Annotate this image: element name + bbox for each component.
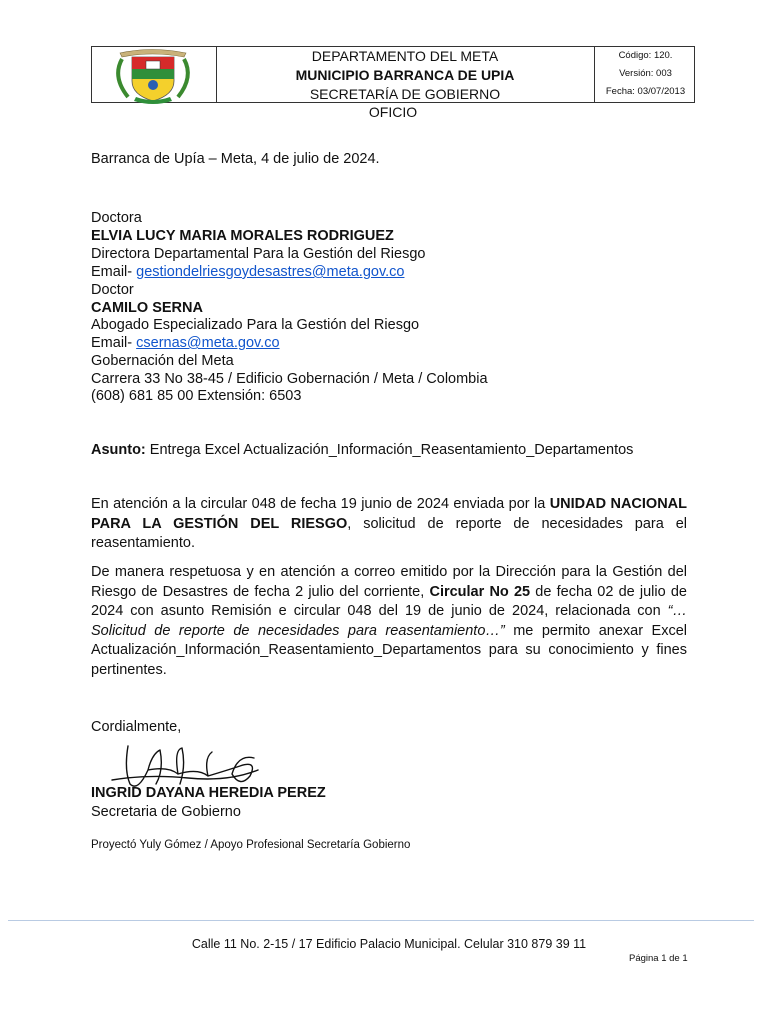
paragraph-2-text-a: De manera respetuosa y en atención a correo emitido por la Dirección para la Gestión del Riesgo de Desastres de fecha 2 julio del corriente, bbox=[91, 564, 687, 600]
paragraph-1-entity: UNIDAD NACIONAL PARA LA GESTIÓN DEL RIESGO bbox=[91, 496, 687, 532]
recipient2-title: Doctor bbox=[91, 282, 134, 298]
recipient1-title: Doctora bbox=[91, 210, 142, 226]
recipient1-email-link[interactable]: gestiondelriesgoydesastres@meta.gov.co bbox=[136, 264, 405, 280]
document-control-cell bbox=[594, 47, 696, 102]
header-title-cell bbox=[216, 47, 594, 102]
document-type: OFICIO bbox=[368, 104, 418, 120]
municipality-name: MUNICIPIO BARRANCA DE UPIA bbox=[295, 67, 515, 83]
email-label: Email- bbox=[91, 264, 137, 280]
department-name: DEPARTAMENTO DEL META bbox=[311, 48, 499, 64]
logo-cell bbox=[92, 47, 217, 102]
recipient1-role: Directora Departamental Para la Gestión del Riesgo bbox=[91, 246, 426, 262]
paragraph-2 bbox=[91, 563, 687, 680]
prepared-by: Proyectó Yuly Gómez / Apoyo Profesional Secretaría Gobierno bbox=[91, 839, 411, 851]
recipient2-name: CAMILO SERNA bbox=[91, 300, 203, 316]
municipal-coat-of-arms-logo bbox=[92, 47, 216, 104]
recipient-phone: (608) 681 85 00 Extensión: 6503 bbox=[91, 388, 302, 404]
document-version: Versión: 003 bbox=[619, 68, 672, 79]
paragraph-1 bbox=[91, 495, 687, 554]
paragraph-2-circular: Circular No 25 bbox=[429, 583, 531, 600]
paragraph-2-text-c: de fecha 02 de julio de 2024 con asunto Remisión e circular 048 del 19 de junio de 2024, relacionada con bbox=[91, 583, 688, 619]
recipient1-email-line bbox=[91, 264, 404, 280]
recipient2-role: Abogado Especializado Para la Gestión del Riesgo bbox=[91, 317, 420, 333]
page-number: Página 1 de 1 bbox=[629, 953, 688, 964]
paragraph-1-text-a: En atención a la circular 048 de fecha 19 junio de 2024 enviada por la bbox=[91, 496, 550, 512]
subject-label: Asunto: bbox=[91, 442, 146, 458]
paragraph-2-quote: “…Solicitud de reporte de necesidades para reasentamiento…” bbox=[91, 603, 687, 639]
subject-text: Entrega Excel Actualización_Información_Reasentamiento_Departamentos bbox=[145, 442, 634, 458]
signer-role: Secretaria de Gobierno bbox=[91, 804, 241, 820]
subject-line bbox=[91, 442, 633, 458]
paragraph-2-text-e: me permito anexar Excel Actualización_Información_Reasentamiento_Departamentos para su conocimiento y fines pertinentes. bbox=[91, 622, 687, 678]
footer-address: Calle 11 No. 2-15 / 17 Edificio Palacio Municipal. Celular 310 879 39 11 bbox=[191, 937, 587, 951]
footer-divider bbox=[8, 920, 754, 921]
signer-name: INGRID DAYANA HEREDIA PEREZ bbox=[91, 785, 326, 801]
email-label: Email- bbox=[91, 335, 137, 351]
recipient2-email-link[interactable]: csernas@meta.gov.co bbox=[136, 335, 280, 351]
secretariat-name: SECRETARÍA DE GOBIERNO bbox=[309, 86, 501, 102]
recipient-address: Carrera 33 No 38-45 / Edificio Gobernación / Meta / Colombia bbox=[91, 371, 488, 387]
paragraph-1-text-c: , solicitud de reporte de necesidades para el reasentamiento. bbox=[91, 515, 687, 551]
recipient2-email-line bbox=[91, 335, 280, 351]
document-date: Fecha: 03/07/2013 bbox=[605, 86, 686, 97]
document-header bbox=[91, 46, 695, 103]
recipient-organization: Gobernación del Meta bbox=[91, 353, 234, 369]
document-code: Código: 120. bbox=[618, 50, 673, 61]
place-date: Barranca de Upía – Meta, 4 de julio de 2024. bbox=[91, 151, 380, 167]
closing: Cordialmente, bbox=[91, 719, 182, 735]
recipient1-name: ELVIA LUCY MARIA MORALES RODRIGUEZ bbox=[91, 228, 394, 244]
